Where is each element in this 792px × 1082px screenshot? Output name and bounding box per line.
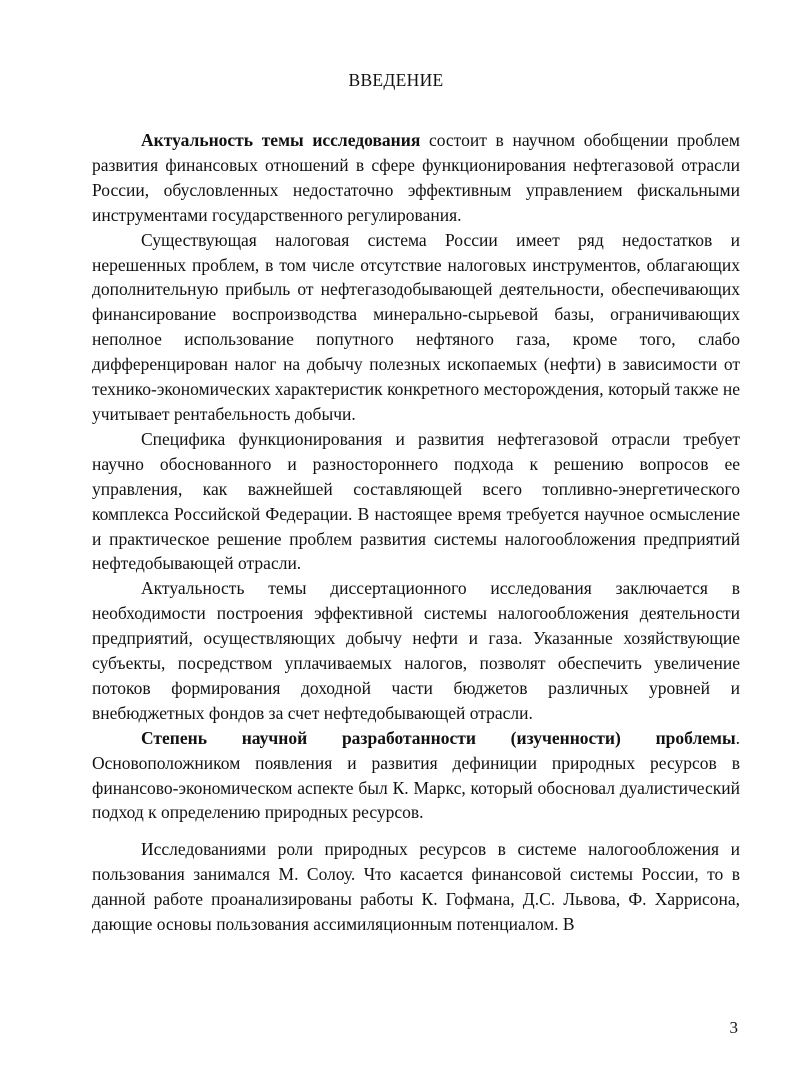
paragraph xyxy=(92,228,740,427)
paragraph xyxy=(92,726,740,826)
paragraph-text: . Основоположником появления и развития дефиниции природных ресурсов в финансово-экономическом аспекте был К. Маркс, который обосновал дуалистический подход к определению природных ресурсов. xyxy=(92,727,740,823)
paragraph-lead: Степень научной разработанности (изученности) проблемы xyxy=(141,727,736,748)
paragraph-text: состоит в научном обобщении проблем развития финансовых отношений в сфере функционирования нефтегазовой отрасли России, обусловленных недостаточно эффективным управлением фискальными инструментами государственного регулирования. xyxy=(92,130,741,225)
paragraph xyxy=(92,576,740,725)
paragraph xyxy=(92,837,740,937)
paragraph-lead: Актуальность темы исследования xyxy=(141,130,421,150)
paragraph xyxy=(92,427,740,576)
paragraph-text: Актуальность темы диссертационного исследования заключается в необходимости построения эффективной системы налогообложения деятельности предприятий, осуществляющих добычу нефти и газа. Указанные хозяйствующие субъекты, посредством уплачиваемых налогов, позволят обеспечить увеличение потоков формирования доходной части бюджетов различных уровней и внебюджетных фондов за счет нефтедобывающей отрасли. xyxy=(92,578,740,723)
paragraph xyxy=(92,128,740,228)
body-text xyxy=(92,128,740,937)
page-title: ВВЕДЕНИЕ xyxy=(348,70,444,90)
paragraph-text: Существующая налоговая система России имеет ряд недостатков и нерешенных проблем, в том числе отсутствие налоговых инструментов, облагающих дополнительную прибыль от нефтегазодобывающей деятельности, обеспечивающих финансирование воспроизводства минерально-сырьевой базы, ограничивающих неполное использование попутного нефтяного газа, кроме того, слабо дифференцирован налог на добычу полезных ископаемых (нефти) в зависимости от технико-экономических характеристик конкретного месторождения, который также не учитывает рентабельность добычи. xyxy=(92,229,740,424)
paragraph-text: Исследованиями роли природных ресурсов в системе налогообложения и пользования занимался М. Солоу. Что касается финансовой системы России, то в данной работе проанализированы работы К. Гофмана, Д.С. Львова, Ф. Харрисона, дающие основы пользования ассимиляционным потенциалом. В xyxy=(92,839,740,935)
paragraph-text: Специфика функционирования и развития нефтегазовой отрасли требует научно обоснованного и разностороннего подхода к решению вопросов ее управления, как важнейшей составляющей всего топливно-энергетического комплекса Российской Федерации. В настоящее время требуется научное осмысление и практическое решение проблем развития системы налогообложения предприятий нефтедобывающей отрасли. xyxy=(92,428,740,574)
page-number: 3 xyxy=(729,1018,738,1037)
